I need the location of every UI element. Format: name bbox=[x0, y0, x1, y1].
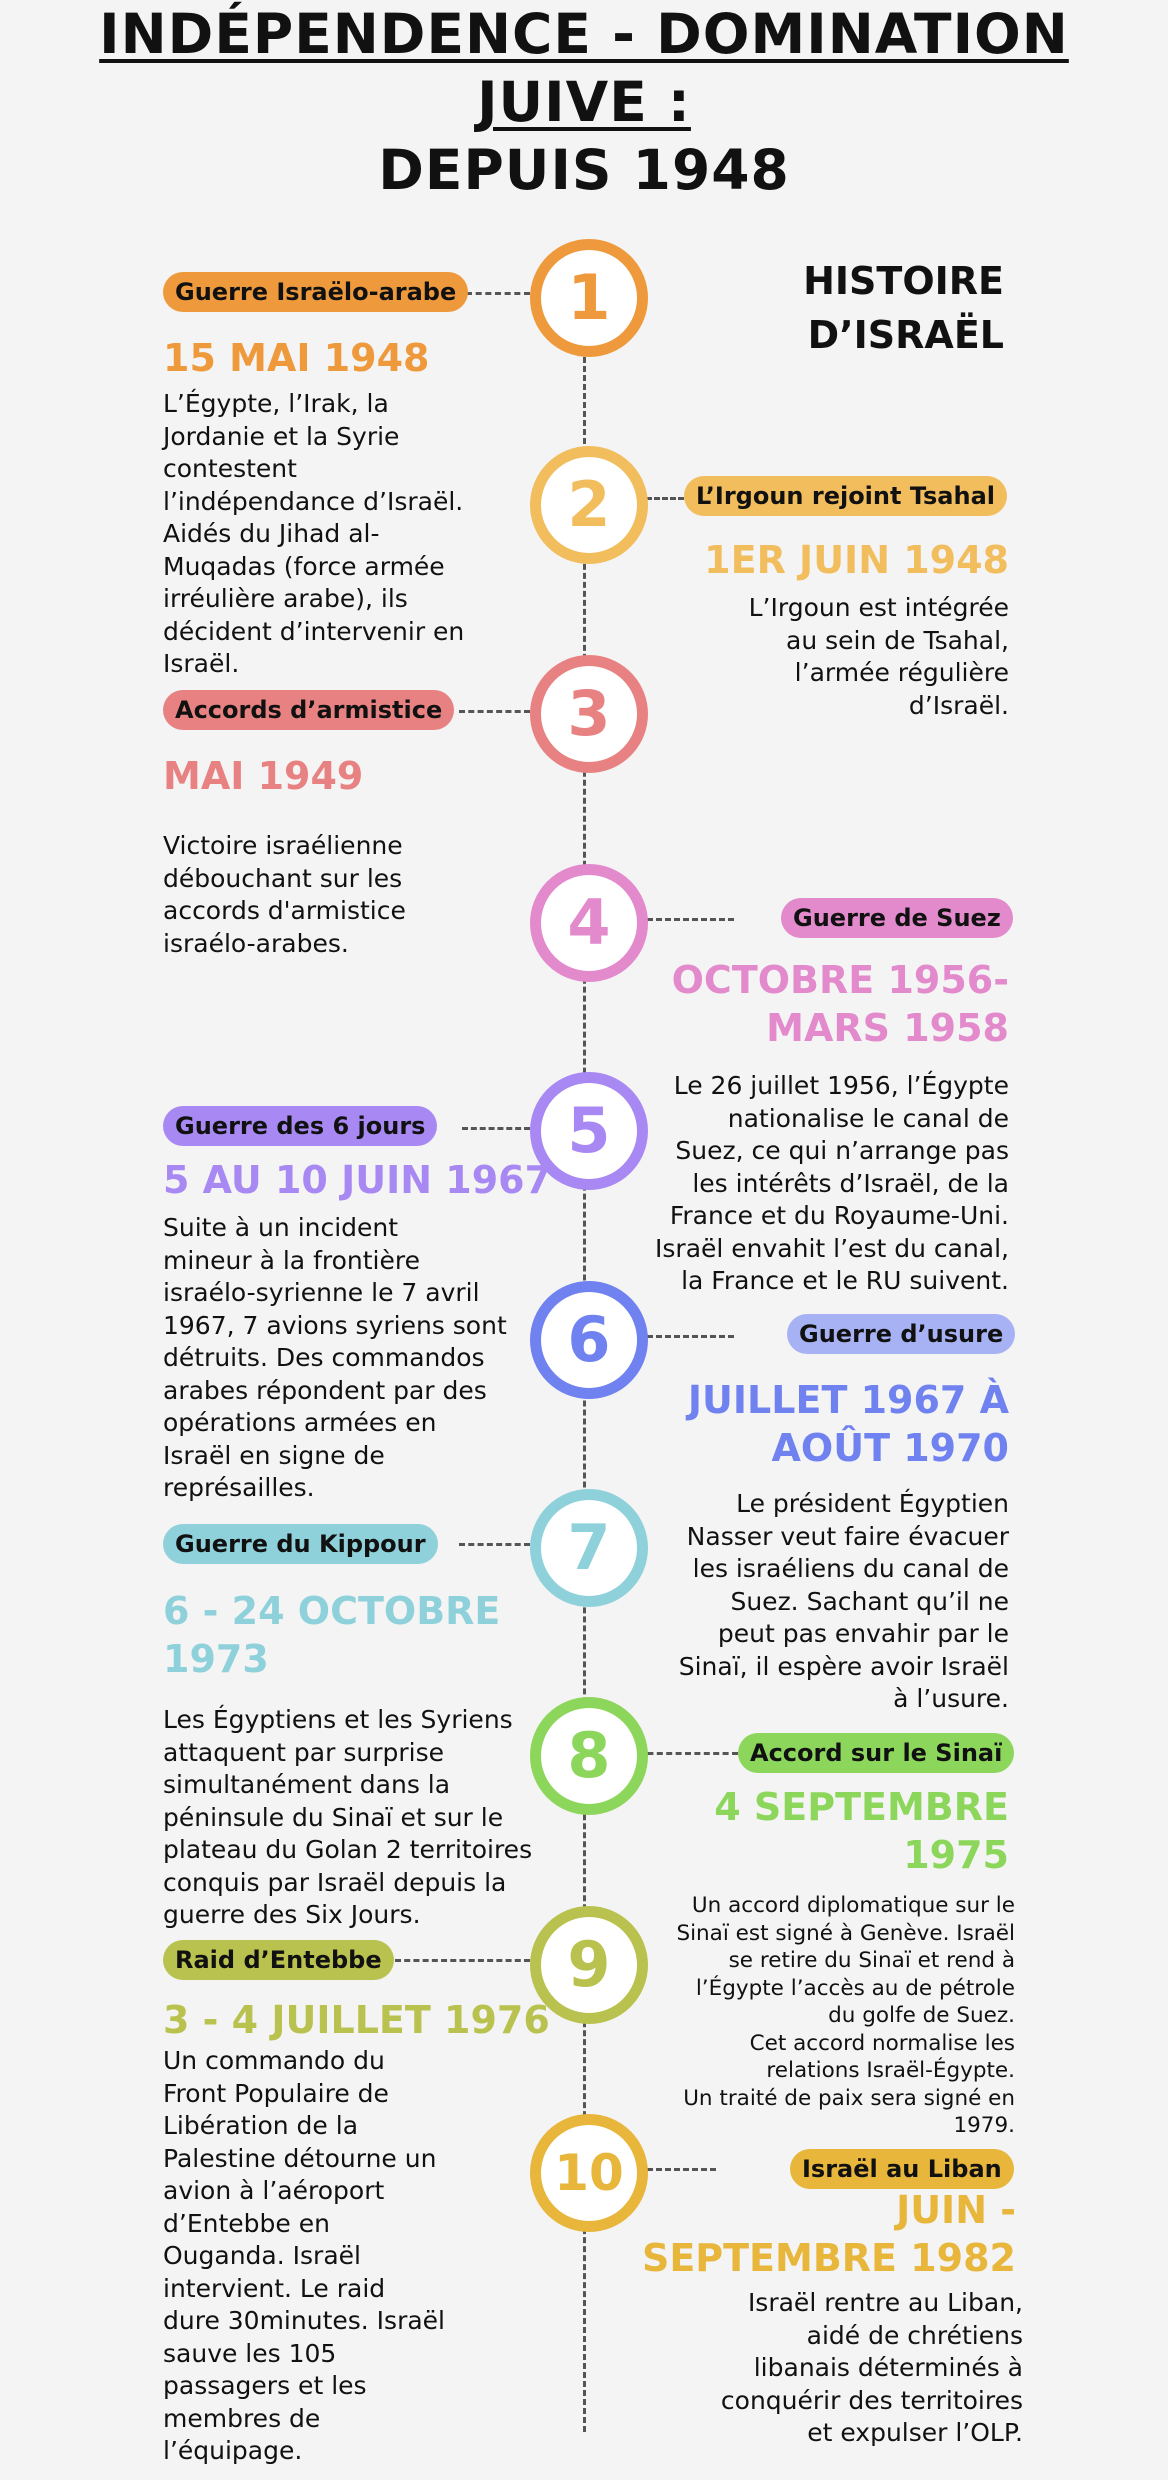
event-date-4-line-1: OCTOBRE 1956- bbox=[671, 958, 1009, 1002]
event-circle-2 bbox=[530, 446, 648, 564]
event-text-2: L’Irgoun est intégrée au sein de Tsahal, l’armée régulière d’Israël. bbox=[748, 593, 1009, 720]
connector-9 bbox=[395, 1959, 530, 1962]
event-text-10: Israël rentre au Liban, aidé de chrétiens libanais déterminés à conquérir des territoires et expulser l’OLP. bbox=[720, 2288, 1023, 2447]
event-label-6: Guerre d’usure bbox=[787, 1314, 1015, 1354]
event-number-1: 1 bbox=[567, 261, 611, 334]
event-date-8-line-1: 4 SEPTEMBRE bbox=[714, 1785, 1009, 1829]
event-date-7 bbox=[163, 1587, 500, 1683]
event-date-9: 3 - 4 JUILLET 1976 bbox=[163, 1998, 550, 2042]
event-text-5: Suite à un incident mineur à la frontière israélo-syrienne le 7 avril 1967, 7 avions syriens sont détruits. Des commandos arabes répondent par des opérations armées en Israël en signe de représailles. bbox=[163, 1213, 507, 1502]
connector-7 bbox=[459, 1543, 530, 1546]
event-number-2: 2 bbox=[567, 468, 611, 541]
title-line-1: INDÉPENDENCE - DOMINATION bbox=[99, 2, 1069, 66]
event-date-4 bbox=[640, 956, 1009, 1052]
event-text-1: L’Égypte, l’Irak, la Jordanie et la Syrie contestent l’indépendance d’Israël. Aidés du Jihad al- Muqadas (force armée irréulière arabe), ils décident d’intervenir en Israël. bbox=[163, 389, 465, 678]
event-date-10 bbox=[610, 2186, 1016, 2282]
event-date-3: MAI 1949 bbox=[163, 754, 364, 798]
page-title bbox=[0, 0, 1168, 204]
title-line-2: JUIVE : bbox=[477, 70, 691, 134]
event-number-7: 7 bbox=[567, 1511, 611, 1584]
event-date-10-line-1: JUIN - bbox=[896, 2188, 1016, 2232]
event-number-3: 3 bbox=[567, 677, 611, 750]
event-circle-3 bbox=[530, 655, 648, 773]
event-text-6: Le président Égyptien Nasser veut faire évacuer les israéliens du canal de Suez. Sachant qu’il ne peut pas envahir par le Sinaï, il espère avoir Israël à l’usure. bbox=[678, 1489, 1009, 1713]
event-circle-6 bbox=[530, 1281, 648, 1399]
event-label-8: Accord sur le Sinaï bbox=[738, 1733, 1014, 1773]
event-date-4-line-2: MARS 1958 bbox=[766, 1006, 1009, 1050]
connector-4 bbox=[638, 918, 734, 921]
connector-1 bbox=[466, 292, 530, 295]
event-text-8: Un accord diplomatique sur le Sinaï est signé à Genève. Israël se retire du Sinaï et rend à l’Égypte l’accès au de pétrole du golfe de Suez. Cet accord normalise les relations Israël-Égypte. Un traité de paix sera signé en 1979. bbox=[676, 1893, 1015, 2138]
event-date-7-line-1: 6 - 24 OCTOBRE bbox=[163, 1589, 501, 1633]
event-date-6 bbox=[640, 1376, 1009, 1472]
event-circle-8 bbox=[530, 1697, 648, 1815]
event-number-6: 6 bbox=[567, 1303, 611, 1376]
event-label-4: Guerre de Suez bbox=[781, 898, 1013, 938]
event-text-4: Le 26 juillet 1956, l’Égypte nationalise le canal de Suez, ce qui n’arrange pas les intérêts d’Israël, de la France et du Royaume-Uni. Israël envahit l’est du canal, la France et le RU suivent. bbox=[655, 1071, 1009, 1295]
event-label-10: Israël au Liban bbox=[790, 2149, 1014, 2189]
event-date-7-line-2: 1973 bbox=[163, 1637, 269, 1681]
event-date-6-line-1: JUILLET 1967 À bbox=[687, 1378, 1009, 1422]
event-label-3: Accords d’armistice bbox=[163, 690, 454, 730]
event-date-8 bbox=[640, 1783, 1009, 1879]
connector-6 bbox=[638, 1335, 734, 1338]
event-label-7: Guerre du Kippour bbox=[163, 1524, 438, 1564]
event-date-2: 1ER JUIN 1948 bbox=[704, 538, 1009, 582]
side-heading bbox=[760, 254, 1004, 362]
event-circle-4 bbox=[530, 864, 648, 982]
event-number-8: 8 bbox=[567, 1719, 611, 1792]
event-date-10-line-2: SEPTEMBRE 1982 bbox=[641, 2236, 1016, 2280]
event-number-9: 9 bbox=[567, 1928, 611, 2001]
side-heading-line-2: D’ISRAËL bbox=[807, 313, 1004, 357]
event-number-4: 4 bbox=[567, 886, 611, 959]
connector-10 bbox=[638, 2168, 716, 2171]
event-label-9: Raid d’Entebbe bbox=[163, 1940, 394, 1980]
event-label-1: Guerre Israëlo-arabe bbox=[163, 272, 468, 312]
event-number-10: 10 bbox=[554, 2144, 624, 2202]
title-line-3: DEPUIS 1948 bbox=[378, 138, 790, 202]
side-heading-line-1: HISTOIRE bbox=[803, 259, 1004, 303]
event-label-5: Guerre des 6 jours bbox=[163, 1106, 437, 1146]
event-number-5: 5 bbox=[567, 1094, 611, 1167]
connector-8 bbox=[638, 1752, 738, 1755]
event-date-6-line-2: AOÛT 1970 bbox=[771, 1426, 1009, 1470]
connector-5 bbox=[462, 1127, 530, 1130]
event-date-5: 5 AU 10 JUIN 1967 bbox=[163, 1158, 552, 1202]
event-circle-1 bbox=[530, 239, 648, 357]
event-text-9: Un commando du Front Populaire de Libération de la Palestine détourne un avion à l’aéroport d’Entebbe en Ouganda. Israël intervient. Le raid dure 30minutes. Israël sauve les 105 passagers et les membres de l’équipage. bbox=[163, 2046, 445, 2465]
event-text-3: Victoire israélienne débouchant sur les accords d'armistice israélo-arabes. bbox=[163, 831, 406, 958]
event-text-7: Les Égyptiens et les Syriens attaquent par surprise simultanément dans la péninsule du Sinaï et sur le plateau du Golan 2 territoires conquis par Israël depuis la guerre des Six Jours. bbox=[163, 1705, 533, 1929]
event-label-2: L’Irgoun rejoint Tsahal bbox=[684, 476, 1007, 516]
connector-3 bbox=[459, 710, 530, 713]
event-date-1: 15 MAI 1948 bbox=[163, 336, 430, 380]
event-date-8-line-2: 1975 bbox=[903, 1833, 1009, 1877]
event-circle-7 bbox=[530, 1489, 648, 1607]
